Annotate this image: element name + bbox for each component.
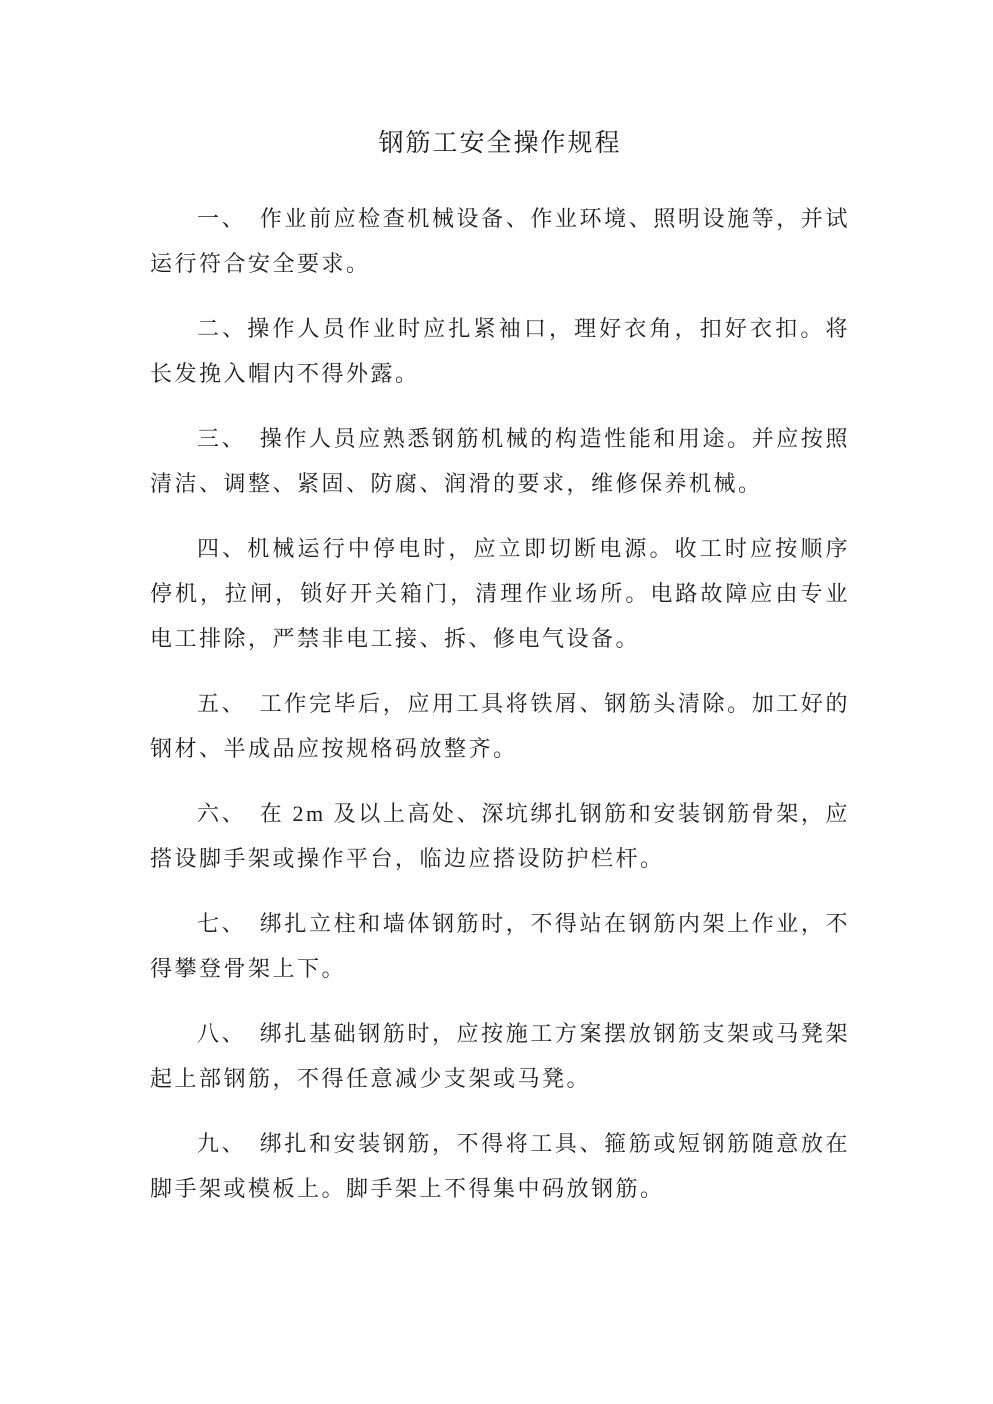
paragraph-rule-5: 五、 工作完毕后，应用工具将铁屑、钢筋头清除。加工好的钢材、半成品应按规格码放整齐。: [150, 691, 850, 761]
paragraph-rule-9: 九、 绑扎和安装钢筋，不得将工具、箍筋或短钢筋随意放在脚手架或模板上。脚手架上不得集中码放钢筋。: [150, 1131, 850, 1201]
paragraph-rule-3: 三、 操作人员应熟悉钢筋机械的构造性能和用途。并应按照清洁、调整、紧固、防腐、润滑的要求，维修保养机械。: [150, 426, 850, 496]
paragraph-rule-2: 二、操作人员作业时应扎紧袖口，理好衣角，扣好衣扣。将长发挽入帽内不得外露。: [150, 316, 850, 386]
paragraph-rule-6: 六、 在 2m 及以上高处、深坑绑扎钢筋和安装钢筋骨架，应搭设脚手架或操作平台，临边应搭设防护栏杆。: [150, 801, 850, 871]
paragraph-rule-7: 七、 绑扎立柱和墙体钢筋时，不得站在钢筋内架上作业，不得攀登骨架上下。: [150, 911, 850, 981]
page-title: 钢筋工安全操作规程: [378, 130, 622, 157]
paragraph-rule-8: 八、 绑扎基础钢筋时，应按施工方案摆放钢筋支架或马凳架起上部钢筋，不得任意减少支架或马凳。: [150, 1021, 850, 1091]
paragraph-rule-1: 一、 作业前应检查机械设备、作业环境、照明设施等，并试运行符合安全要求。: [150, 206, 850, 276]
paragraph-rule-4: 四、机械运行中停电时，应立即切断电源。收工时应按顺序停机，拉闸，锁好开关箱门，清理作业场所。电路故障应由专业电工排除，严禁非电工接、拆、修电气设备。: [150, 536, 850, 651]
